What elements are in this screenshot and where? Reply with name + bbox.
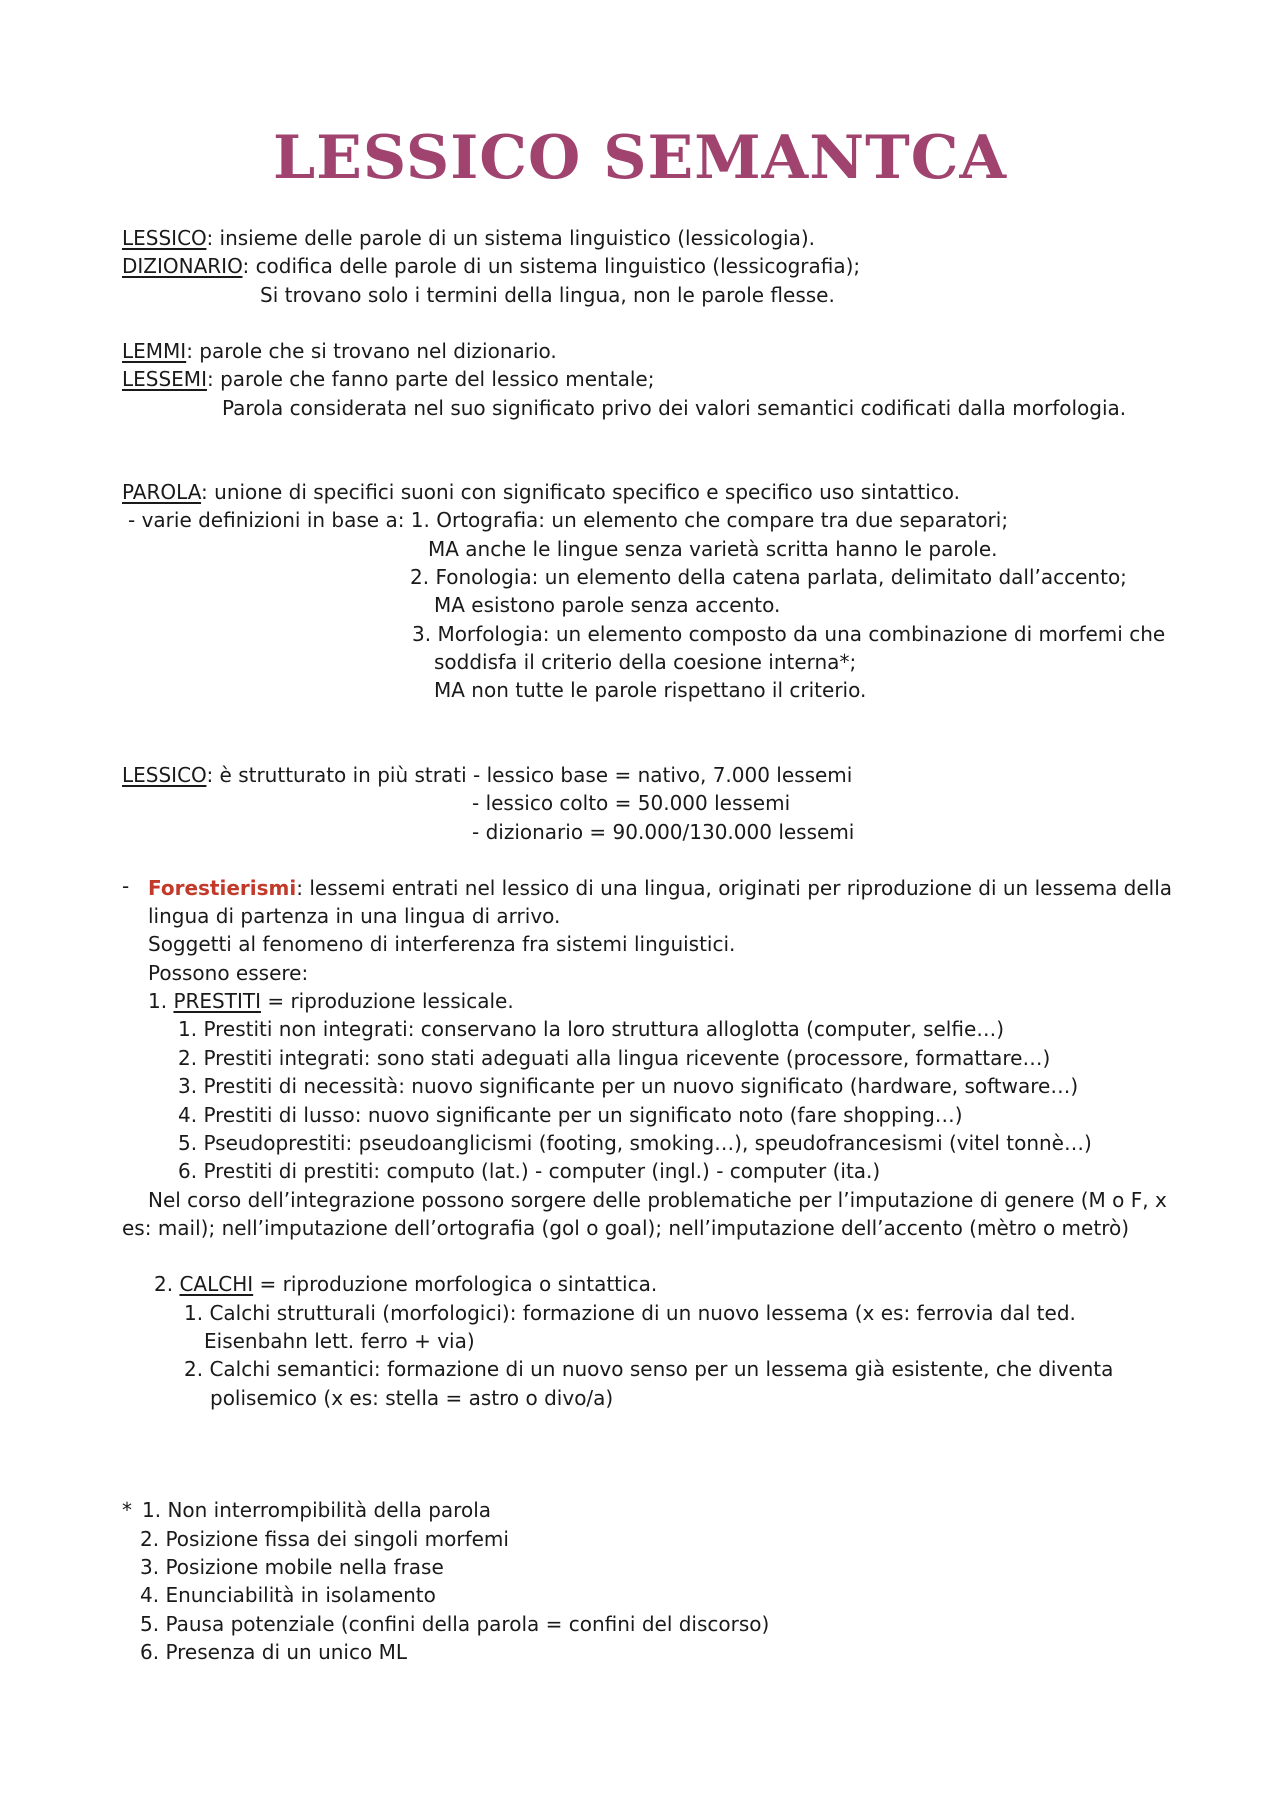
list-item: 2. Posizione fissa dei singoli morfemi [140, 1527, 509, 1551]
lessico-term: LESSICO [122, 226, 207, 250]
list-item: 1. Non interrompibilità della parola [142, 1498, 492, 1522]
dizionario-term: DIZIONARIO [122, 254, 243, 278]
calchi-item-2: 2. Calchi semantici: formazione di un nuovo senso per un lessema già esistente, che diventa [184, 1357, 1114, 1381]
lemmi-term: LEMMI [122, 339, 187, 363]
list-item: 4. Enunciabilità in isolamento [140, 1583, 436, 1607]
calchi-item-1: 1. Calchi strutturali (morfologici): formazione di un nuovo lessema (x es: ferrovia dal ted. [184, 1301, 1076, 1325]
footnote-star: * [122, 1498, 132, 1522]
integrazione-line-2: es: mail); nell’imputazione dell’ortografia (gol o goal); nell’imputazione dell’accento (mètro o metrò) [122, 1216, 1130, 1240]
ortografia-ma: MA anche le lingue senza varietà scritta hanno le parole. [428, 537, 998, 561]
integrazione-line-1: Nel corso dell’integrazione possono sorgere delle problematiche per l’imputazione di genere (M o F, x [148, 1188, 1167, 1212]
forestierismi-definition: Forestierismi: lessemi entrati nel lessico di una lingua, originati per riproduzione di un lessema della [148, 876, 1173, 900]
parola-term: PAROLA [122, 480, 202, 504]
calchi-term: CALCHI [179, 1272, 254, 1296]
calchi-heading: 2. CALCHI = riproduzione morfologica o sintattica. [154, 1272, 658, 1296]
lessico-dizionario: - dizionario = 90.000/130.000 lessemi [472, 820, 855, 844]
calchi-item-1-cont: Eisenbahn lett. ferro + via) [204, 1329, 475, 1353]
list-item: 5. Pausa potenziale (confini della parola = confini del discorso) [140, 1612, 770, 1636]
fonologia-item: 2. Fonologia: un elemento della catena parlata, delimitato dall’accento; [410, 565, 1127, 589]
calchi-item-2-cont: polisemico (x es: stella = astro o divo/a) [210, 1386, 614, 1410]
list-item: 1. Prestiti non integrati: conservano la loro struttura alloglotta (computer, selfie…) [178, 1017, 1005, 1041]
list-item: 6. Presenza di un unico ML [140, 1640, 407, 1664]
list-item: 5. Pseudoprestiti: pseudoanglicismi (footing, smoking…), speudofrancesismi (vitel tonnè…) [178, 1131, 1092, 1155]
morfologia-ma: MA non tutte le parole rispettano il criterio. [434, 678, 867, 702]
list-item: 6. Prestiti di prestiti: computo (lat.) - computer (ingl.) - computer (ita.) [178, 1159, 881, 1183]
prestiti-term: PRESTITI [173, 989, 261, 1013]
dizionario-note: Si trovano solo i termini della lingua, non le parole flesse. [260, 283, 835, 307]
list-item: 3. Posizione mobile nella frase [140, 1555, 444, 1579]
forestierismi-term: Forestierismi [148, 876, 297, 900]
prestiti-heading: 1. PRESTITI = riproduzione lessicale. [148, 989, 514, 1013]
lessemi-note: Parola considerata nel suo significato privo dei valori semantici codificati dalla morfologia. [222, 396, 1127, 420]
lessico-strati: LESSICO: è strutturato in più strati - lessico base = nativo, 7.000 lessemi [122, 763, 853, 787]
possono-line: Possono essere: [148, 961, 309, 985]
list-item: 3. Prestiti di necessità: nuovo significante per un nuovo significato (hardware, software…) [178, 1074, 1079, 1098]
lemmi-definition: LEMMI: parole che si trovano nel dizionario. [122, 339, 557, 363]
list-item: 4. Prestiti di lusso: nuovo significante per un significato noto (fare shopping…) [178, 1103, 963, 1127]
morfologia-cont: soddisfa il criterio della coesione interna*; [434, 650, 857, 674]
list-item: 2. Prestiti integrati: sono stati adeguati alla lingua ricevente (processore, formattare…) [178, 1046, 1051, 1070]
morfologia-item: 3. Morfologia: un elemento composto da una combinazione di morfemi che [412, 622, 1166, 646]
lessemi-term: LESSEMI [122, 367, 207, 391]
soggetti-line: Soggetti al fenomeno di interferenza fra sistemi linguistici. [148, 932, 736, 956]
definitions-intro: - varie definizioni in base a: 1. Ortografia: un elemento che compare tra due separatori; [128, 508, 1009, 532]
forestierismi-dash: - [122, 874, 130, 898]
parola-definition: PAROLA: unione di specifici suoni con significato specifico e specifico uso sintattico. [122, 480, 960, 504]
lessico-colto: - lessico colto = 50.000 lessemi [472, 791, 791, 815]
dizionario-definition: DIZIONARIO: codifica delle parole di un sistema linguistico (lessicografia); [122, 254, 861, 278]
forestierismi-def-cont: lingua di partenza in una lingua di arrivo. [148, 904, 561, 928]
lessico-definition: LESSICO: insieme delle parole di un sistema linguistico (lessicologia). [122, 226, 815, 250]
page-title: LESSICO SEMANTCA [272, 123, 1008, 193]
lessico-term-2: LESSICO [122, 763, 207, 787]
fonologia-ma: MA esistono parole senza accento. [434, 593, 781, 617]
lessemi-definition: LESSEMI: parole che fanno parte del lessico mentale; [122, 367, 655, 391]
